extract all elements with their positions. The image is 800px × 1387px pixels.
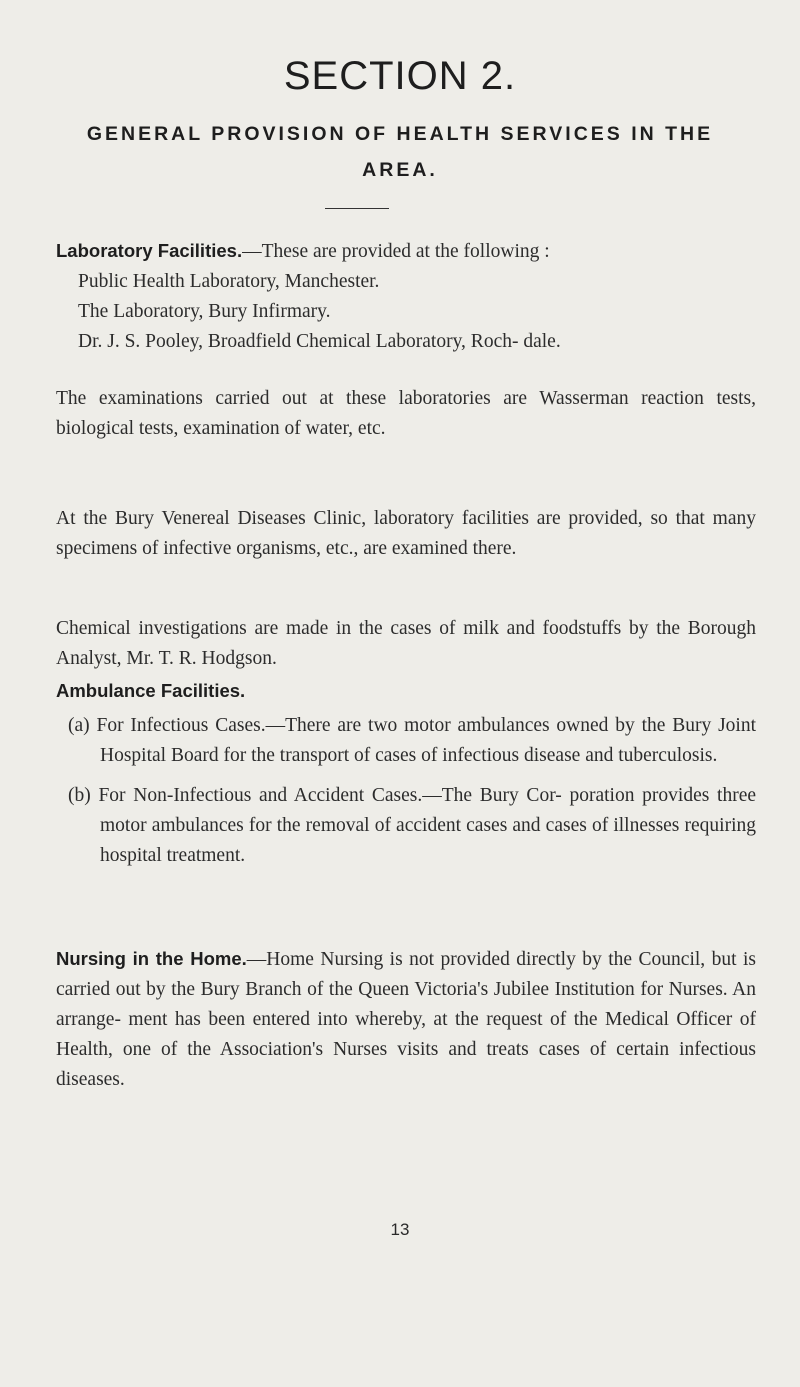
nursing-text: —Home Nursing is not provided directly by the Council, but is carried out by the Bury Branch of the Queen Victoria's Jubilee Institution for Nurses. An arrange- ment has been entered into whereby, at the request of the Medical Officer of Health, one of the Association's Nurses visits and treats cases of certain infectious diseases. bbox=[56, 949, 756, 1090]
main-title: GENERAL PROVISION OF HEALTH SERVICES IN THE AREA. bbox=[86, 123, 714, 181]
laboratory-list bbox=[56, 267, 756, 357]
section-title: SECTION 2. bbox=[283, 54, 517, 98]
ambulance-item-a: (a) For Infectious Cases.—There are two motor ambulances owned by the Bury Joint Hospital Board for the transport of cases of infectious disease and tuberculosis. bbox=[68, 715, 757, 766]
ambulance-section bbox=[56, 676, 756, 871]
divider-rule bbox=[325, 208, 389, 209]
laboratory-list-item: Public Health Laboratory, Manchester. bbox=[78, 271, 380, 292]
page-number: 13 bbox=[390, 1220, 410, 1239]
laboratory-heading: Laboratory Facilities. bbox=[56, 240, 243, 261]
laboratory-section bbox=[56, 236, 756, 357]
ambulance-item-b: (b) For Non-Infectious and Accident Cases.—The Bury Cor- poration provides three motor ambulances for the removal of accident cases and cases of illnesses requiring hospital treatment. bbox=[68, 785, 756, 866]
ambulance-heading: Ambulance Facilities. bbox=[56, 680, 246, 701]
laboratory-intro: —These are provided at the following : bbox=[242, 241, 550, 262]
nursing-section bbox=[56, 944, 756, 1095]
laboratory-paragraph-1: The examinations carried out at these laboratories are Wasserman reaction tests, biological tests, examination of water, etc. bbox=[56, 388, 756, 439]
laboratory-list-item: Dr. J. S. Pooley, Broadfield Chemical Laboratory, Roch- dale. bbox=[78, 331, 561, 352]
laboratory-list-item: The Laboratory, Bury Infirmary. bbox=[78, 301, 331, 322]
laboratory-paragraph-2: At the Bury Venereal Diseases Clinic, laboratory facilities are provided, so that many specimens of infective organisms, etc., are examined there. bbox=[56, 508, 756, 559]
nursing-heading: Nursing in the Home. bbox=[56, 948, 247, 969]
laboratory-paragraph-3: Chemical investigations are made in the cases of milk and foodstuffs by the Borough Analyst, Mr. T. R. Hodgson. bbox=[56, 618, 756, 669]
ambulance-list bbox=[56, 711, 756, 871]
